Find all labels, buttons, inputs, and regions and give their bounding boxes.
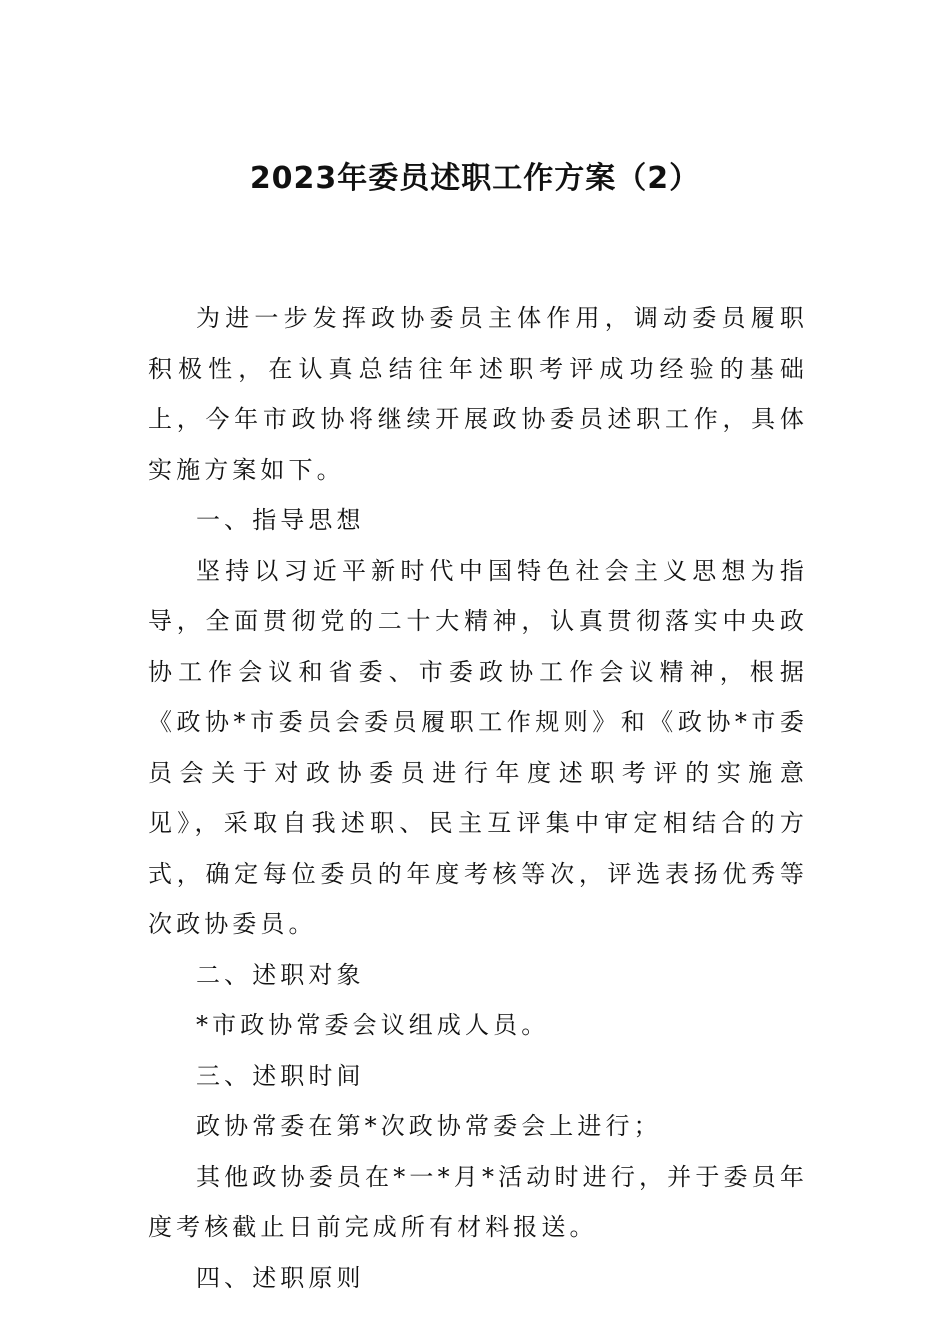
paragraph-intro: 为进一步发挥政协委员主体作用，调动委员履职积极性，在认真总结往年述职考评成功经验的基础上，今年市政协将继续开展政协委员述职工作，具体实施方案如下。 [148, 304, 808, 484]
paragraph-reporting-subjects: *市政协常委会议组成人员。 [196, 1011, 550, 1039]
section-heading-reporting-subjects: 二、述职对象 [196, 960, 365, 989]
document-title: 2023年委员述职工作方案（2） [249, 161, 701, 196]
section-heading-reporting-principles: 四、述职原则 [196, 1263, 365, 1292]
section-heading-guiding-thought: 一、指导思想 [196, 506, 365, 534]
document-body [148, 293, 808, 1303]
paragraph-reporting-time-standing: 政协常委在第*次政协常委会上进行； [196, 1112, 662, 1140]
paragraph-guiding-thought: 坚持以习近平新时代中国特色社会主义思想为指导，全面贯彻党的二十大精神，认真贯彻落实中央政协工作会议和省委、市委政协工作会议精神，根据《政协*市委员会委员履职工作规则》和《政协*市委员会关于对政协委员进行年度述职考评的实施意见》，采取自我述职、民主互评集中审定相结合的方式，确定每位委员的年度考核等次，评选表扬优秀等次政协委员。 [148, 556, 808, 938]
section-heading-reporting-time: 三、述职时间 [196, 1061, 365, 1090]
paragraph-reporting-time-others: 其他政协委员在*一*月*活动时进行，并于委员年度考核截止日前完成所有材料报送。 [148, 1162, 808, 1241]
